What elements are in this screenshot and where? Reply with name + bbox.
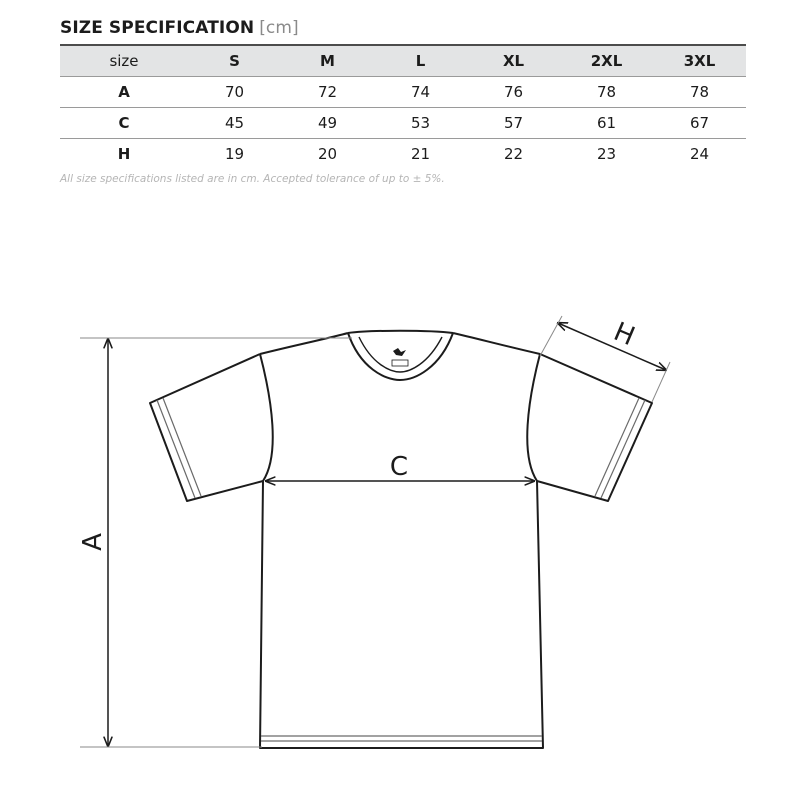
table-cell: 67 bbox=[689, 113, 710, 132]
dimension-line-h bbox=[558, 323, 666, 370]
row-label: H bbox=[117, 144, 131, 163]
column-header: size bbox=[109, 51, 139, 70]
row-label: C bbox=[118, 113, 130, 132]
tshirt-outline bbox=[150, 333, 652, 748]
table-cell: 74 bbox=[410, 82, 431, 101]
table-cell: 76 bbox=[503, 82, 524, 101]
table-cell: 20 bbox=[317, 144, 338, 163]
title-text: SIZE SPECIFICATION bbox=[60, 18, 255, 38]
measure-h bbox=[540, 316, 670, 402]
label-h: H bbox=[609, 317, 639, 353]
title-unit: [cm] bbox=[259, 18, 299, 38]
label-c: C bbox=[389, 452, 409, 482]
table-cell: 53 bbox=[410, 113, 431, 132]
table-cell: 45 bbox=[224, 113, 245, 132]
table-cell: 70 bbox=[224, 82, 245, 101]
column-header: 2XL bbox=[590, 51, 623, 70]
table-cell: 72 bbox=[317, 82, 338, 101]
table-cell: 21 bbox=[410, 144, 431, 163]
table-cell: 78 bbox=[689, 82, 710, 101]
label-a: A bbox=[78, 533, 108, 551]
table-cell: 61 bbox=[596, 113, 617, 132]
table-cell: 19 bbox=[224, 144, 245, 163]
table-cell: 24 bbox=[689, 144, 710, 163]
tolerance-note: All size specifications listed are in cm. Accepted tolerance of up to ± 5%. bbox=[60, 173, 445, 185]
table-cell: 49 bbox=[317, 113, 338, 132]
column-header: M bbox=[320, 51, 335, 70]
table-cell: 23 bbox=[596, 144, 617, 163]
column-header: XL bbox=[502, 51, 525, 70]
table-cell: 78 bbox=[596, 82, 617, 101]
measure-c bbox=[266, 452, 534, 482]
row-label: A bbox=[118, 82, 130, 101]
tshirt-details bbox=[157, 398, 645, 741]
measure-a bbox=[78, 338, 352, 747]
table-cell: 22 bbox=[503, 144, 524, 163]
column-header: S bbox=[229, 51, 240, 70]
extension-line-h1 bbox=[540, 316, 562, 356]
table-cell: 57 bbox=[503, 113, 524, 132]
column-header: L bbox=[415, 51, 426, 70]
brand-logo-icon bbox=[392, 348, 408, 366]
column-header: 3XL bbox=[683, 51, 716, 70]
